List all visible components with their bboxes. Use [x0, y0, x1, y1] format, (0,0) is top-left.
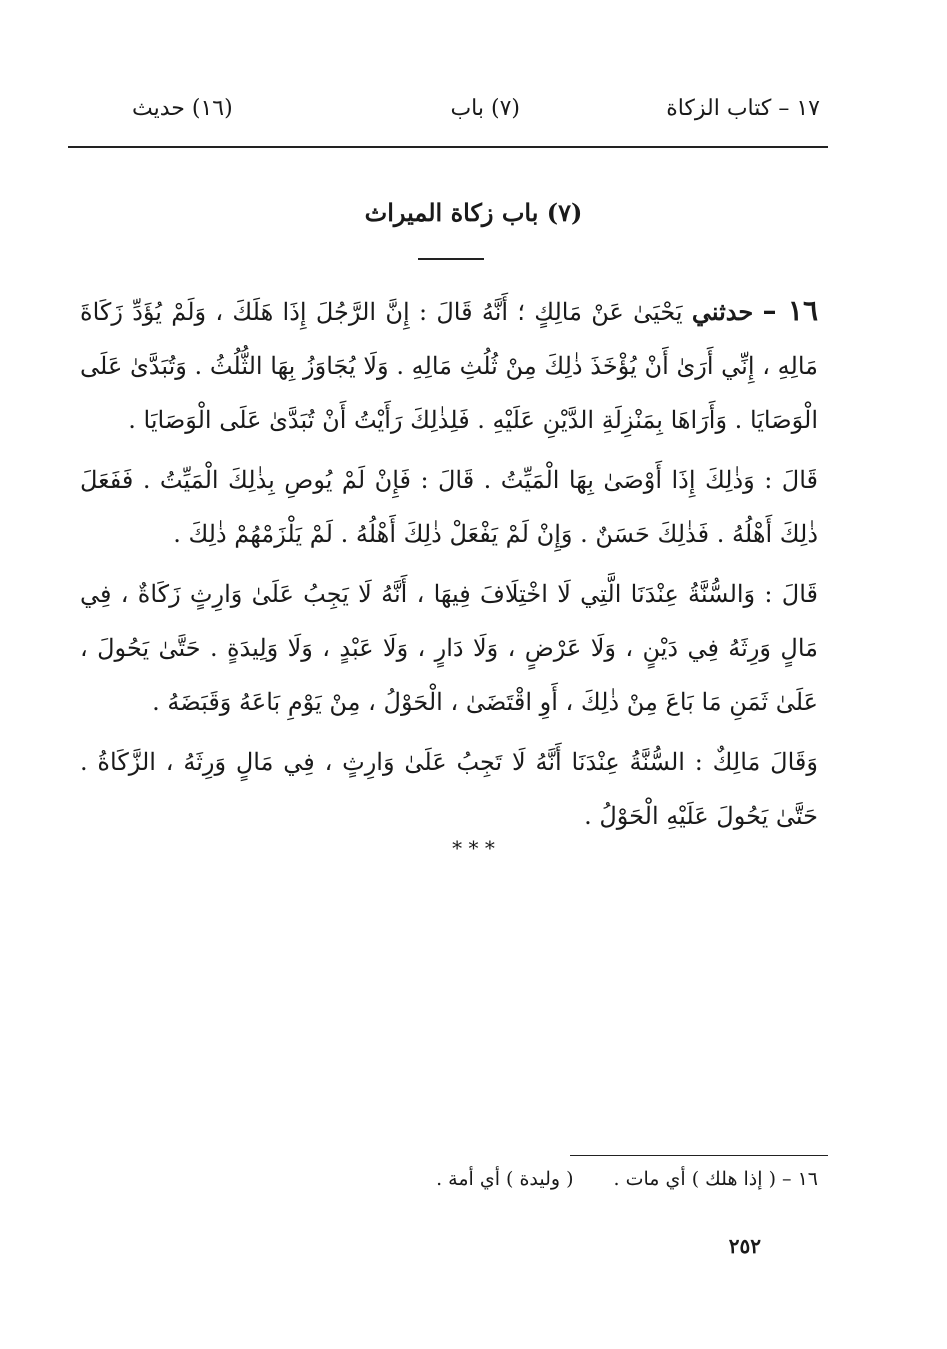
- header-rule: [68, 146, 828, 148]
- haddathani-word: حدثني: [691, 297, 754, 326]
- title-rule: [418, 258, 484, 260]
- footnote-rule: [570, 1155, 828, 1156]
- paragraph-1: [80, 284, 818, 447]
- body-text: [80, 284, 818, 849]
- footnote: [300, 1168, 818, 1190]
- hadith-number: ١٦ –: [762, 294, 818, 327]
- footnote-part-1: ١٦ – ( إذا هلك ) أي مات .: [613, 1168, 818, 1190]
- paragraph-2: قَالَ : وَذٰلِكَ إِذَا أَوْصَىٰ بِهَا الْمَيِّتُ . قَالَ : فَإِنْ لَمْ يُوصِ بِذٰلِكَ الْمَيِّتُ . فَفَعَلَ ذٰلِكَ أَهْلُهُ . فَذٰلِكَ حَسَنٌ . وَإِنْ لَمْ يَفْعَلْ ذٰلِكَ أَهْلُهُ . لَمْ يَلْزَمْهُمْ ذٰلِكَ .: [80, 466, 818, 548]
- running-header: [120, 96, 820, 136]
- paragraph-4: وَقَالَ مَالِكٌ : السُّنَّةُ عِنْدَنَا أَنَّهُ لَا تَجِبُ عَلَىٰ وَارِثٍ ، فِي مَالٍ وَرِثَهُ ، الزَّكَاةُ . حَتَّىٰ يَحُولَ عَلَيْهِ الْحَوْلُ .: [80, 748, 818, 830]
- header-book-title: ١٧ – كتاب الزكاة: [666, 96, 820, 121]
- asterism-divider: * * *: [452, 836, 495, 860]
- header-hadith: (١٦) حديث: [132, 96, 233, 121]
- page-number: ٢٥٢: [728, 1234, 761, 1258]
- chapter-title: (٧) باب زكاة الميراث: [364, 198, 583, 227]
- header-chapter: (٧) باب: [450, 96, 520, 121]
- paragraph-3: قَالَ : وَالسُّنَّةُ عِنْدَنَا الَّتِي لَا اخْتِلَافَ فِيهَا ، أَنَّهُ لَا يَجِبُ عَلَىٰ وَارِثٍ زَكَاةٌ ، فِي مَالٍ وَرِثَهُ فِي دَيْنٍ ، وَلَا عَرْضٍ ، وَلَا دَارٍ ، وَلَا عَبْدٍ ، وَلَا وَلِيدَةٍ . حَتَّىٰ يَحُولَ ، عَلَىٰ ثَمَنِ مَا بَاعَ مِنْ ذٰلِكَ ، أَوِ اقْتَضَىٰ ، الْحَوْلُ ، مِنْ يَوْمِ بَاعَهُ وَقَبَضَهُ .: [80, 580, 819, 716]
- footnote-part-2: ( وليدة ) أي أمة .: [436, 1168, 574, 1190]
- paragraph-1-text: يَحْيَىٰ عَنْ مَالِكٍ ؛ أَنَّهُ قَالَ : إِنَّ الرَّجُلَ إِذَا هَلَكَ ، وَلَمْ يُؤَدِّ زَكَاةَ مَالِهِ ، إِنِّي أَرَىٰ أَنْ يُؤْخَذَ ذٰلِكَ مِنْ ثُلُثِ مَالِهِ . وَلَا يُجَاوَزُ بِهَا الثُّلُثُ . وَتُبَدَّىٰ عَلَى الْوَصَايَا . وَأَرَاهَا بِمَنْزِلَةِ الدَّيْنِ عَلَيْهِ . فَلِذٰلِكَ رَأَيْتُ أَنْ تُبَدَّىٰ عَلَى الْوَصَايَا .: [80, 298, 818, 434]
